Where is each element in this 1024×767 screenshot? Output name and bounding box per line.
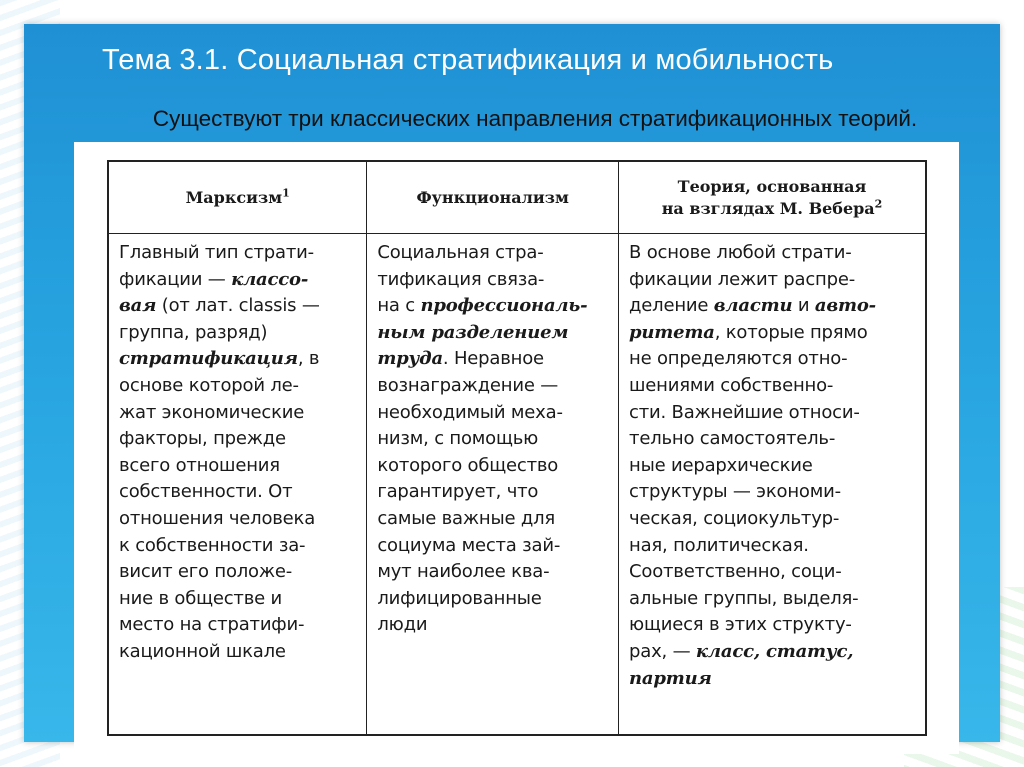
emphasis-term: вая xyxy=(119,295,157,317)
header-marxism-label: Марксизм xyxy=(185,187,283,207)
header-weber-line1: Теория, основанная xyxy=(677,176,867,196)
cell-text-line: вознаграждение — xyxy=(377,374,559,396)
cell-text-line: тификация связа- xyxy=(377,268,545,290)
cell-text-line: низм, с помощью xyxy=(377,428,539,450)
cell-text-line: ние в обществе и xyxy=(119,587,283,609)
cell-text-line: лифицированные xyxy=(377,587,542,609)
slide-title: Тема 3.1. Социальная стратификация и мобильность xyxy=(102,44,834,76)
cell-functionalism xyxy=(367,234,619,736)
emphasis-term: ным разделением xyxy=(377,321,569,343)
cell-text-line: гарантирует, что xyxy=(377,481,539,503)
cell-text-line: ритета, которые прямо xyxy=(629,321,868,343)
cell-text-line: кационной шкале xyxy=(119,640,286,662)
cell-text-line: на с профессиональ- xyxy=(377,295,588,317)
emphasis-term: профессиональ- xyxy=(420,295,588,317)
emphasis-term: класс, статус, xyxy=(695,640,854,662)
footnote-2: 2 xyxy=(874,197,883,211)
cell-text-line: основе которой ле- xyxy=(119,374,299,396)
header-weber-line2: на взглядах М. Вебера xyxy=(661,198,875,218)
cell-text-line: труда. Неравное xyxy=(377,348,544,370)
cell-text-line: тельно самостоятель- xyxy=(629,428,836,450)
cell-text-line: висит его положе- xyxy=(119,561,293,583)
cell-text-line xyxy=(377,320,610,347)
header-functionalism xyxy=(367,161,619,234)
cell-text-line: Социальная стра- xyxy=(377,242,544,263)
cell-text-line: самые важные для xyxy=(377,507,556,529)
emphasis-term: партия xyxy=(629,667,712,689)
cell-text-line: отношения человека xyxy=(119,507,316,529)
cell-text-line: необходимый меха- xyxy=(377,401,563,423)
slide-subtitle: Существуют три классических направления стратификационных теорий. xyxy=(152,106,918,131)
cell-text-line: ные иерархические xyxy=(629,454,813,476)
cell-text-line: вая (от лат. classis — xyxy=(119,295,320,317)
cell-text-line: социума места зай- xyxy=(377,534,561,556)
cell-text-line: ческая, социокультур- xyxy=(629,507,840,529)
stratification-theories-table xyxy=(107,160,927,736)
cell-weber-theory xyxy=(619,234,926,736)
emphasis-term: классо- xyxy=(231,268,309,290)
footnote-1: 1 xyxy=(282,186,290,200)
emphasis-term: авто- xyxy=(814,295,876,317)
cell-marxism xyxy=(108,234,367,736)
header-marxism xyxy=(108,161,367,234)
header-functionalism-label: Функционализм xyxy=(416,187,569,207)
cell-text-line: структуры — экономи- xyxy=(629,481,841,503)
emphasis-term: ритета xyxy=(629,321,715,343)
cell-text-line: факторы, прежде xyxy=(119,428,286,450)
cell-text-line: место на стратифи- xyxy=(119,614,305,636)
cell-text-line: сти. Важнейшие относи- xyxy=(629,401,860,423)
cell-text-line: рах, — класс, статус, xyxy=(629,640,854,662)
header-weber-theory xyxy=(619,161,926,234)
cell-text-line xyxy=(629,666,917,693)
cell-text-line: альные группы, выделя- xyxy=(629,587,859,609)
cell-text-line: люди xyxy=(377,614,428,636)
cell-text-line: не определяются отно- xyxy=(629,348,848,370)
cell-text-line: всего отношения xyxy=(119,454,280,476)
cell-text-line: В основе любой страти- xyxy=(629,242,852,263)
emphasis-term: стратификация xyxy=(119,348,298,370)
cell-text-line: Главный тип страти- xyxy=(119,242,314,263)
cell-text-line: мут наиболее ква- xyxy=(377,561,550,583)
cell-text-line: деление власти и авто- xyxy=(629,295,876,317)
cell-text-line: которого общество xyxy=(377,454,559,476)
cell-text-line: ющиеся в этих структу- xyxy=(629,614,852,636)
cell-text-line: шениями собственно- xyxy=(629,374,834,396)
table-row xyxy=(108,234,926,736)
cell-text-line: фикации лежит распре- xyxy=(629,268,856,290)
cell-text-line: собственности. От xyxy=(119,481,293,503)
cell-text-line: фикации — классо- xyxy=(119,268,309,290)
cell-text-line: жат экономические xyxy=(119,401,305,423)
cell-text-line: стратификация, в xyxy=(119,348,320,370)
cell-text-line: ная, политическая. xyxy=(629,534,809,556)
emphasis-term: труда xyxy=(377,348,443,370)
table-header-row xyxy=(108,161,926,234)
cell-text-line: Соответственно, соци- xyxy=(629,561,842,583)
emphasis-term: власти xyxy=(713,295,793,317)
cell-text-line: группа, разряд) xyxy=(119,321,268,343)
cell-text-line: к собственности за- xyxy=(119,534,306,556)
